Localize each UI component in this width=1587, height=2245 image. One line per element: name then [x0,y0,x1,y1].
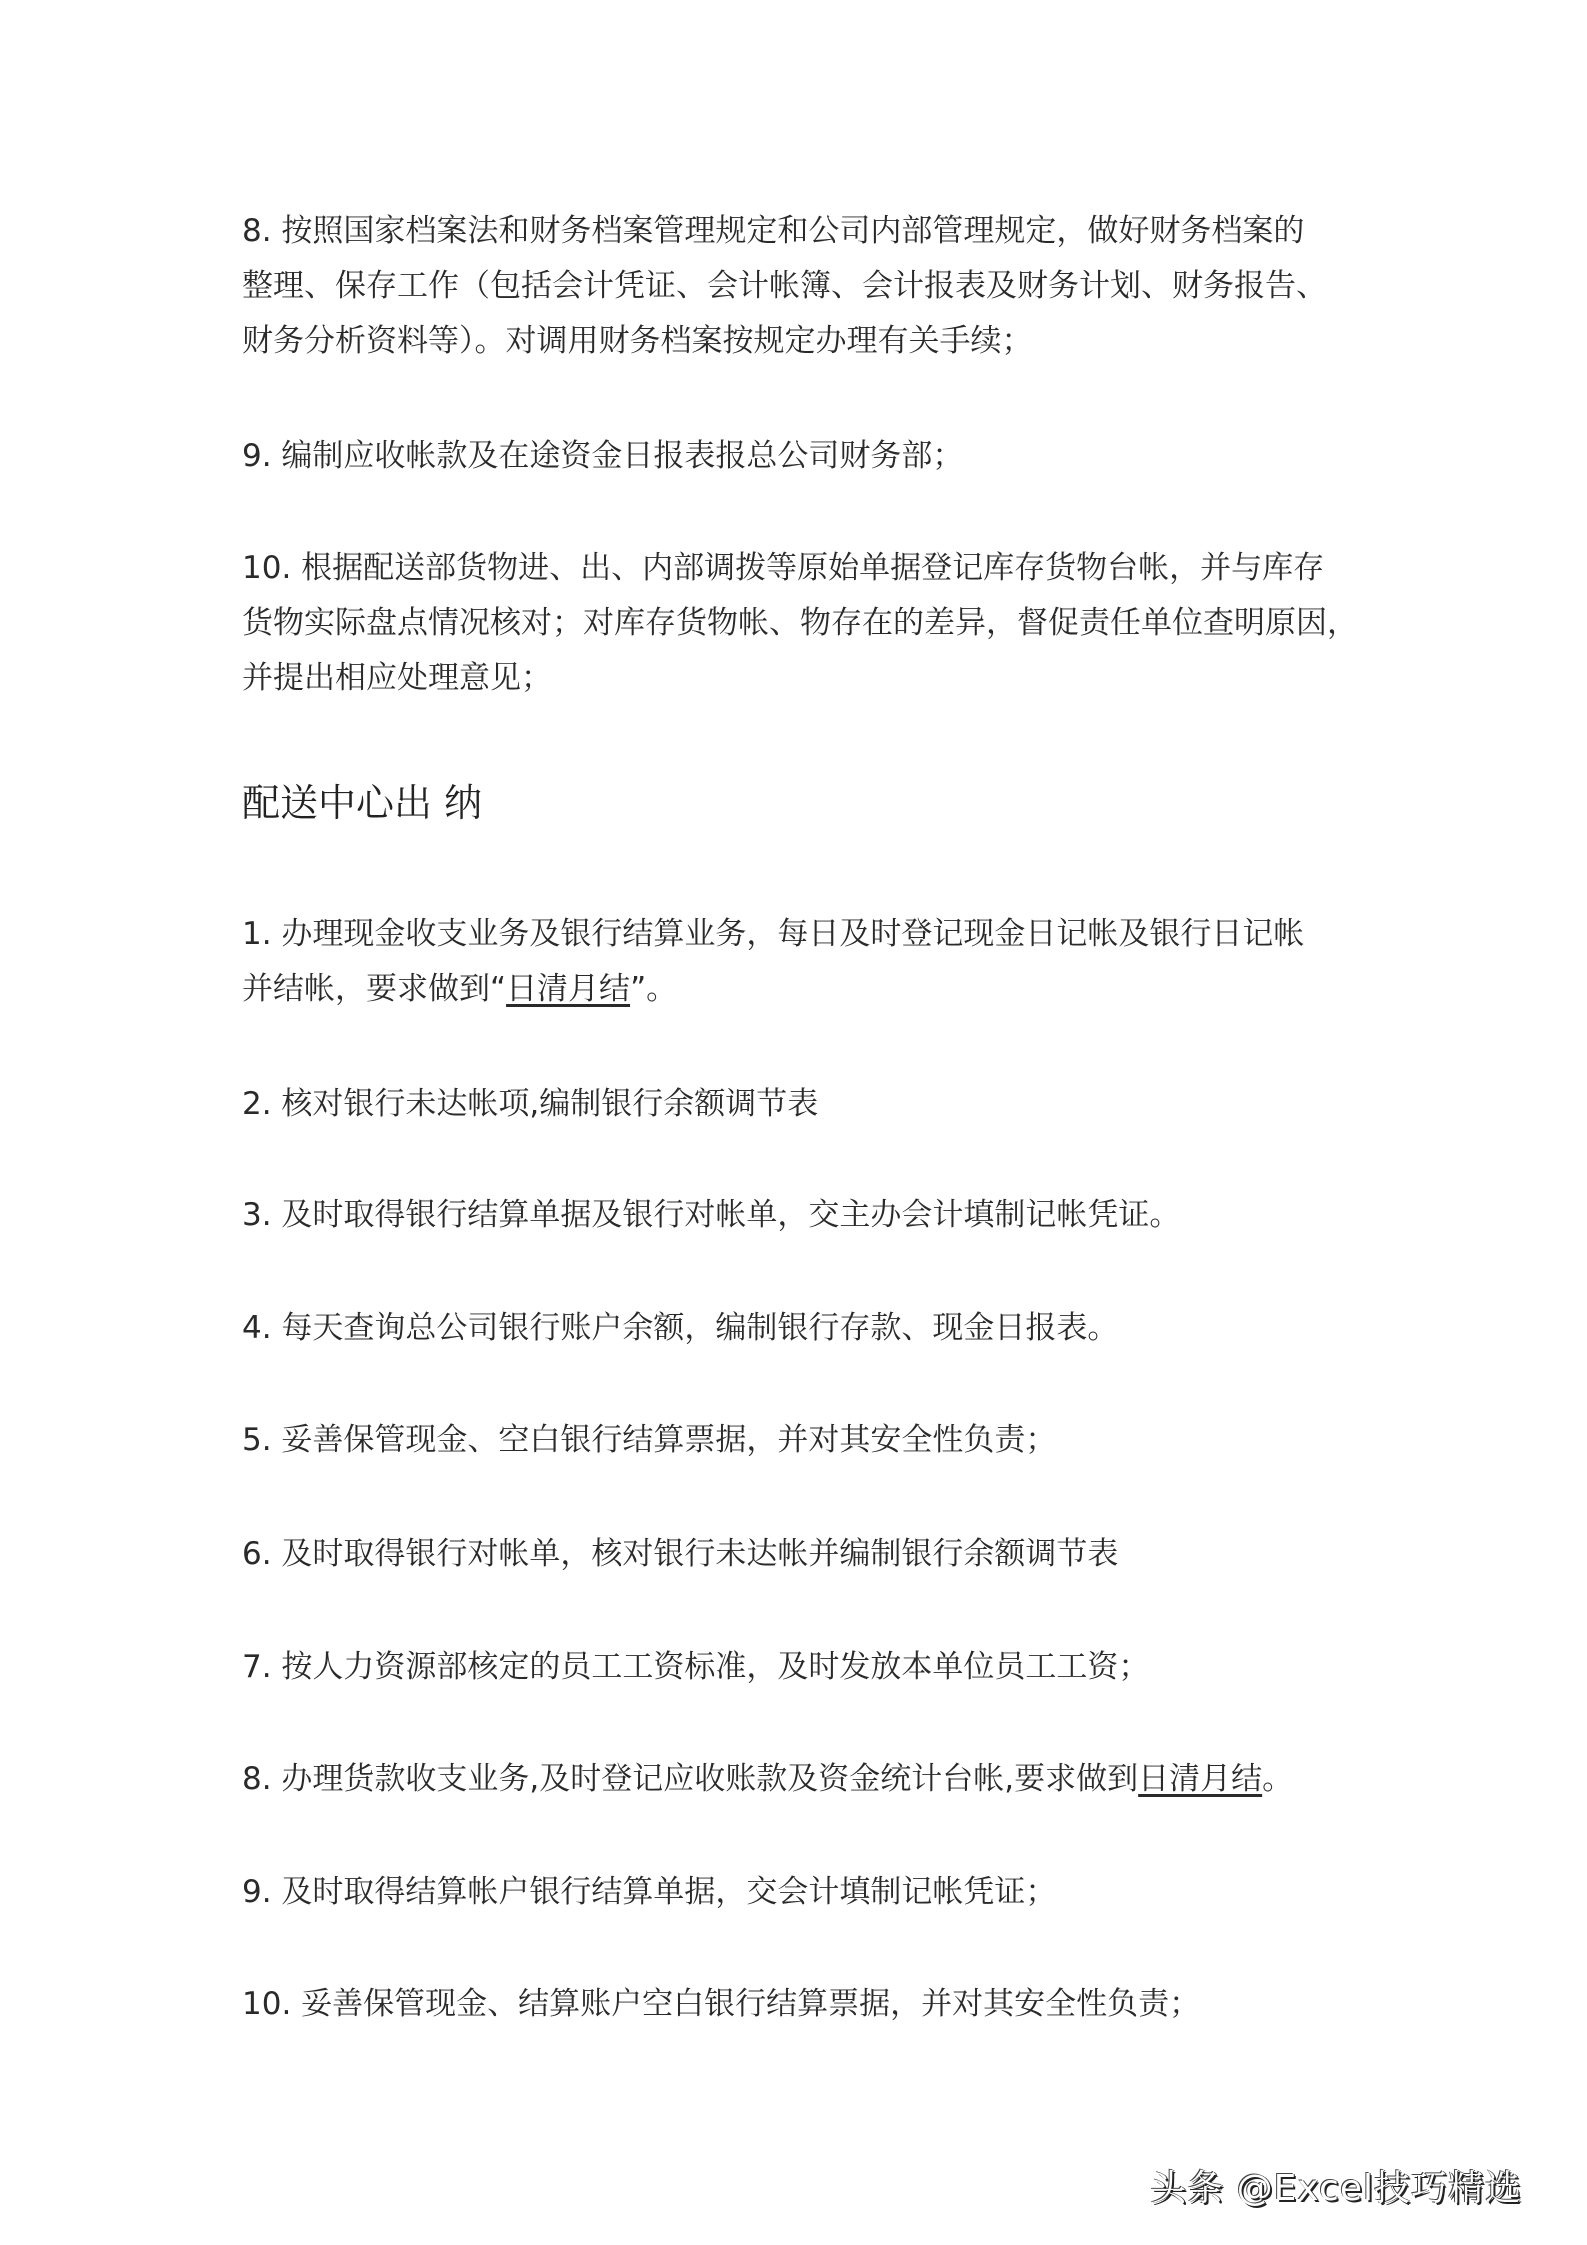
link-rqyj[interactable]: 日清月结 [1138,1761,1263,1797]
text-line: 财务分析资料等）。对调用财务档案按规定办理有关手续； [242,323,1033,359]
cashier-item-10: 10. 妥善保管现金、结算账户空白银行结算票据，并对其安全性负责； [242,1986,1201,2022]
cashier-item-2: 2. 核对银行未达帐项,编制银行余额调节表 [242,1086,819,1122]
text-line: 货物实际盘点情况核对；对库存货物帐、物存在的差异，督促责任单位查明原因， [242,605,1358,641]
cashier-item-1 [242,907,1362,1017]
text-line: 并提出相应处理意见； [242,660,552,696]
paragraph-item-9 [242,429,1362,484]
text-line: 8. 按照国家档案法和财务档案管理规定和公司内部管理规定，做好财务档案的 [242,213,1305,249]
text: 并结帐，要求做到“ [242,971,507,1007]
text-line: 整理、保存工作（包括会计凭证、会计帐簿、会计报表及财务计划、财务报告、 [242,268,1327,304]
cashier-item-6: 6. 及时取得银行对帐单，核对银行未达帐并编制银行余额调节表 [242,1536,1119,1572]
text: 。 [1262,1761,1294,1797]
cashier-item-9: 9. 及时取得结算帐户银行结算单据，交会计填制记帐凭证； [242,1874,1057,1910]
cashier-item-3: 3. 及时取得银行结算单据及银行对帐单，交主办会计填制记帐凭证。 [242,1197,1181,1233]
text-line: 10. 根据配送部货物进、出、内部调拨等原始单据登记库存货物台帐，并与库存 [242,550,1325,586]
link-rqyj[interactable]: 日清月结 [506,971,631,1007]
paragraph-item-8 [242,204,1362,369]
cashier-item-4: 4. 每天查询总公司银行账户余额，编制银行存款、现金日报表。 [242,1310,1119,1346]
cashier-item-5: 5. 妥善保管现金、空白银行结算票据，并对其安全性负责； [242,1422,1057,1458]
section-heading: 配送中心出 纳 [242,781,483,825]
watermark: 头条 @Excel技巧精选 [1150,2168,1522,2209]
text-line [242,962,1362,1017]
text-line: 1. 办理现金收支业务及银行结算业务，每日及时登记现金日记帐及银行日记帐 [242,916,1305,952]
cashier-item-7: 7. 按人力资源部核定的员工工资标准，及时发放本单位员工工资； [242,1649,1150,1685]
text-line: 9. 编制应收帐款及在途资金日报表报总公司财务部； [242,438,964,474]
cashier-item-8 [242,1752,1362,1807]
paragraph-item-10 [242,541,1362,706]
text: 8. 办理货款收支业务,及时登记应收账款及资金统计台帐,要求做到 [242,1761,1139,1797]
text: ”。 [630,971,678,1007]
